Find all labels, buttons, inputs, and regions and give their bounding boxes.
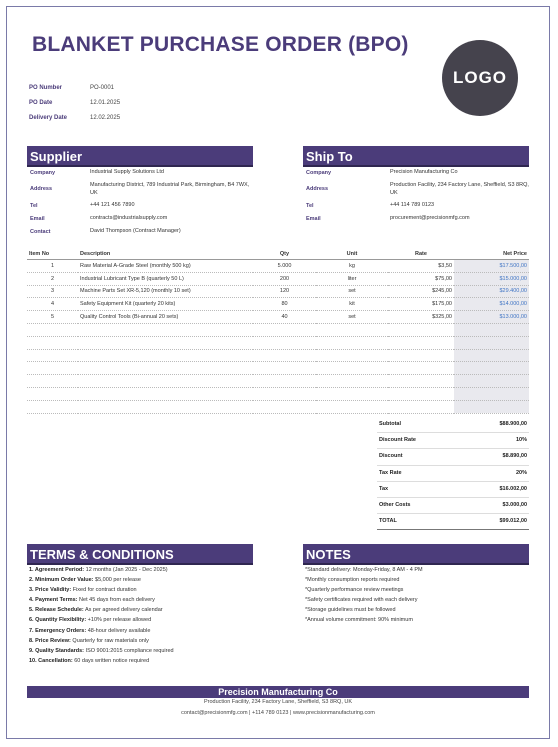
cell-net [454,323,529,336]
supplier-tel: +44 121 456 7890 [90,202,135,208]
cell-unit: set [316,311,388,324]
terms-item-key: 1. Agreement Period: [29,567,85,573]
table-row-empty [27,349,529,362]
cell-unit [316,362,388,375]
table-row-empty [27,387,529,400]
totals-value: $3.000,00 [502,501,527,508]
col-description: Description [78,249,253,260]
shipto-email[interactable]: procurement@precisionmfg.com [390,215,470,221]
cell-rate [388,323,454,336]
cell-unit: kit [316,298,388,311]
note-item: *Safety certificates required with each delivery [305,597,418,604]
totals-label: Other Costs [379,501,411,508]
cell-qty [253,336,316,349]
terms-item-value: Fixed for contract duration [71,587,137,594]
cell-no [27,323,78,336]
cell-desc [78,349,253,362]
terms-item-value: 48-hour delivery available [86,627,151,634]
totals-value: 10% [515,437,527,444]
cell-qty [253,387,316,400]
terms-item-key: 4. Payment Terms: [29,597,78,604]
company-logo: LOGO [442,40,518,116]
table-row-empty [27,375,529,388]
totals-label: Tax Rate [379,469,402,476]
cell-no [27,336,78,349]
terms-item [29,626,255,636]
totals-value: $88.900,00 [499,421,527,427]
totals-row [377,466,529,482]
terms-item-key: 3. Price Validity: [29,587,72,594]
cell-net: $13.000,00 [454,311,529,324]
cell-no: 4 [27,298,78,311]
cell-qty: 200 [253,272,316,285]
cell-qty [253,375,316,388]
footer-company: Precision Manufacturing Co [27,686,529,698]
cell-unit [316,323,388,336]
shipto-address-label: Address [306,186,329,192]
totals-row [377,514,529,530]
cell-no [27,375,78,388]
cell-desc: Machine Parts Set XR-5,120 (monthly 10 set) [78,285,253,298]
cell-desc [78,336,253,349]
cell-unit [316,336,388,349]
cell-no: 2 [27,272,78,285]
totals-label: TOTAL [379,518,397,525]
cell-desc: Quality Control Tools (Bi-annual 20 sets) [78,311,253,324]
delivery-date-value: 12.02.2025 [90,115,121,121]
cell-unit: liter [316,272,388,285]
cell-net [454,400,529,413]
table-row-empty [27,323,529,336]
cell-net [454,362,529,375]
terms-item [29,605,255,615]
cell-unit [316,400,388,413]
po-date-label: PO Date [29,100,53,106]
po-number-value: PO-0001 [90,85,115,91]
terms-item [29,595,255,605]
cell-unit [316,349,388,362]
note-item: *Monthly consumption reports required [305,577,400,584]
note-item: *Standard delivery: Monday-Friday, 8 AM - 4 PM [305,567,423,573]
delivery-date-label: Delivery Date [29,115,68,121]
footer-address: Production Facility, 234 Factory Lane, Sheffield, S3 8RQ, UK [203,699,353,705]
totals-value: $16.002,00 [499,485,527,492]
totals-label: Discount Rate [379,437,416,444]
terms-item [29,646,255,656]
supplier-heading: Supplier [27,146,253,167]
terms-item-key: 2. Minimum Order Value: [29,577,94,584]
totals-label: Discount [379,453,403,460]
table-row-empty [27,336,529,349]
table-row [27,298,529,311]
document-title: BLANKET PURCHASE ORDER (BPO) [32,33,409,56]
footer-contact: contact@precisionmfg.com | +114 789 0123 | www.precisionmanufacturing.com [181,710,375,716]
cell-desc [78,375,253,388]
cell-desc [78,387,253,400]
supplier-contact: David Thompson (Contract Manager) [90,228,181,234]
totals-row [377,498,529,514]
supplier-email[interactable]: contracts@industrialsupply.com [90,215,168,221]
terms-item-value: 12 months (Jan 2025 - Dec 2025) [84,567,168,573]
cell-no: 5 [27,311,78,324]
terms-list [29,565,255,666]
cell-qty [253,349,316,362]
cell-no: 3 [27,285,78,298]
totals-label: Subtotal [379,421,401,427]
cell-qty [253,323,316,336]
table-row-empty [27,362,529,375]
terms-item-value: Quarterly for raw materials only [70,637,149,644]
cell-desc [78,362,253,375]
cell-rate: $175,00 [388,298,454,311]
cell-unit: kg [316,260,388,273]
terms-item-key: 5. Release Schedule: [29,607,84,614]
supplier-address: Manufacturing District, 789 Industrial Park, Birmingham, B4 7WX, UK [90,182,250,196]
totals-row [377,449,529,465]
cell-rate: $325,00 [388,311,454,324]
terms-item [29,575,255,585]
cell-desc [78,400,253,413]
shipto-company: Precision Manufacturing Co [390,169,458,175]
terms-item [29,585,255,595]
cell-rate [388,400,454,413]
terms-item-value: ISO 9001:2015 compliance required [84,647,174,654]
shipto-tel-label: Tel [306,203,314,209]
cell-desc: Industrial Lubricant Type B (quarterly 50 L) [78,272,253,285]
terms-item-value: $5,000 per release [93,577,141,584]
col-net-price: Net Price [454,249,529,260]
note-item: *Quarterly performance review meetings [305,587,404,594]
items-table [27,249,529,414]
terms-item-key: 10. Cancellation: [29,657,73,664]
terms-heading: TERMS & CONDITIONS [27,544,253,565]
totals-value: 20% [515,469,527,476]
totals-block [377,417,529,530]
shipto-heading: Ship To [303,146,529,167]
note-item: *Storage guidelines must be followed [305,607,396,614]
shipto-company-label: Company [306,170,332,176]
cell-rate [388,336,454,349]
cell-unit [316,375,388,388]
cell-rate [388,387,454,400]
totals-row [377,482,529,498]
table-row [27,260,529,273]
cell-net: $17.500,00 [454,260,529,273]
cell-rate [388,349,454,362]
cell-qty: 80 [253,298,316,311]
terms-item [29,656,255,666]
terms-item [29,636,255,646]
cell-rate: $245,00 [388,285,454,298]
cell-rate: $3,50 [388,260,454,273]
cell-desc [78,323,253,336]
totals-row [377,417,529,433]
terms-item-key: 8. Price Review: [29,637,71,644]
cell-desc: Raw Material A-Grade Steel (monthly 500 kg) [78,260,253,273]
notes-heading: NOTES [303,544,529,565]
terms-item-value: 60 days written notice required [72,657,150,664]
supplier-address-label: Address [30,186,53,192]
totals-value: $8.890,00 [502,453,527,460]
table-row [27,272,529,285]
terms-item-key: 6. Quantity Flexibility: [29,617,87,624]
table-header-row [27,249,529,260]
totals-value: $99.012,00 [499,518,527,525]
terms-item [29,615,255,625]
cell-qty [253,400,316,413]
cell-rate [388,375,454,388]
cell-net: $29.400,00 [454,285,529,298]
cell-no [27,349,78,362]
terms-item-key: 7. Emergency Orders: [29,627,87,634]
po-number-label: PO Number [29,85,63,91]
shipto-address: Production Facility, 234 Factory Lane, Sheffield, S3 8RQ, UK [390,182,529,196]
cell-qty: 40 [253,311,316,324]
supplier-company-label: Company [30,170,56,176]
cell-net [454,349,529,362]
supplier-company: Industrial Supply Solutions Ltd [90,169,164,175]
cell-rate [388,362,454,375]
cell-no [27,362,78,375]
supplier-tel-label: Tel [30,203,38,209]
cell-qty: 5.000 [253,260,316,273]
shipto-email-label: Email [306,216,321,222]
terms-item [29,565,255,575]
cell-no: 1 [27,260,78,273]
terms-item-value: Net 45 days from each delivery [77,597,155,604]
cell-qty [253,362,316,375]
cell-no [27,387,78,400]
terms-item-key: 9. Quality Standards: [29,647,85,654]
notes-list [305,565,531,626]
note-item: *Annual volume commitment: 90% minimum [305,617,413,624]
table-row [27,285,529,298]
cell-net [454,375,529,388]
supplier-contact-label: Contact [30,229,51,235]
cell-net [454,336,529,349]
cell-unit [316,387,388,400]
terms-item-value: +10% per release allowed [86,617,152,624]
table-row-empty [27,400,529,413]
cell-qty: 120 [253,285,316,298]
table-row [27,311,529,324]
cell-rate: $75,00 [388,272,454,285]
cell-unit: set [316,285,388,298]
cell-net [454,387,529,400]
totals-row [377,433,529,449]
col-qty: Qty [253,249,316,260]
cell-desc: Safety Equipment Kit (quarterly 20 kits) [78,298,253,311]
supplier-email-label: Email [30,216,45,222]
totals-label: Tax [379,485,389,492]
terms-item-value: As per agreed delivery calendar [83,607,163,614]
cell-no [27,400,78,413]
shipto-tel: +44 114 789 0123 [390,202,435,208]
col-unit: Unit [316,249,388,260]
cell-net: $14.000,00 [454,298,529,311]
col-rate: Rate [388,249,454,260]
col-item-no: Item No [27,249,78,260]
po-date-value: 12.01.2025 [90,100,121,106]
cell-net: $15.000,00 [454,272,529,285]
